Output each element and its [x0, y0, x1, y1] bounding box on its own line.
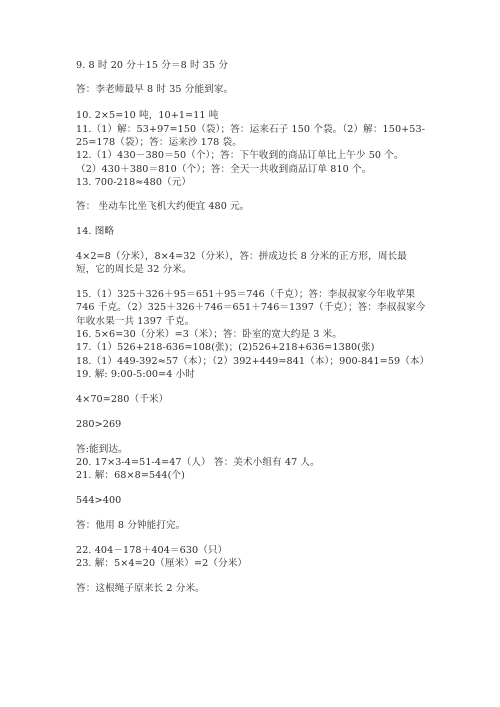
answer-12-part1: 12.（1）430－380＝50（个）；答：下午收到的商品订单比上午少 50 个。 [76, 150, 404, 161]
answer-15-part2: 746 千克。（2）325＋326＋746＝651＋746＝1397（千克）；答：李叔叔家今 [76, 302, 426, 313]
answer-10: 10. 2×5=10 吨，10+1=11 吨 [76, 110, 219, 121]
answer-20: 20. 17×3-4=51-4=47（人） 答：美术小组有 47 人。 [76, 457, 320, 468]
answer-11-cont: 25=178（袋）；答：运来沙 178 袋。 [76, 137, 242, 148]
answer-19-compare: 280>269 [76, 419, 122, 430]
answer-18: 18.（1）449-392≈57（本）；（2）392+449=841（本）；900-841=59（本） [76, 356, 430, 367]
answer-17: 17.（1）526+218-636=108(张)；(2)526+218+636=1380(张) [76, 342, 375, 353]
answer-19: 19. 解: 9:00-5:00=4 小时 [76, 369, 195, 380]
answer-23-reply: 答：这根绳子原来长 2 分米。 [76, 583, 205, 594]
answer-21: 21. 解：68×8=544(个) [76, 470, 185, 481]
answer-11: 11.（1）解：53+97=150（袋）；答：运来石子 150 个袋。（2）解：150+53- [76, 124, 426, 135]
answer-23: 23. 解：5×4=20（厘米）=2（分米） [76, 558, 248, 569]
answer-19-distance: 4×70=280（千米） [76, 394, 169, 405]
answer-15-part1: 15.（1）325＋326＋95＝651＋95＝746（千克）；答：李叔叔家今年收苹果 [76, 289, 416, 300]
answer-15-cont: 年收水果一共 1397 千克。 [76, 316, 195, 327]
answer-14: 14. 图略 [76, 226, 115, 237]
answer-12-part2: （2）430＋380＝810（个）；答：全天一共收到商品订单 810 个。 [76, 164, 372, 175]
answer-9-reply: 答：李老师最早 8 时 35 分能到家。 [76, 84, 234, 95]
answer-14-cont: 短，它的周长是 32 分米。 [76, 264, 192, 275]
answer-16: 16. 5×6=30（分米）=3（米）；答：卧室的宽大约是 3 米。 [76, 329, 343, 340]
answer-22: 22. 404－178＋404＝630（只） [76, 545, 228, 556]
answer-13-reply: 答： 坐动车比坐飞机大约便宜 480 元。 [76, 201, 250, 212]
answer-21-compare: 544>400 [76, 495, 122, 506]
answer-13: 13. 700-218≈480（元） [76, 177, 192, 188]
answer-21-reply: 答：他用 8 分钟能打完。 [76, 520, 186, 531]
answer-19-reply: 答:能到达。 [76, 444, 128, 455]
answer-9: 9. 8 时 20 分＋15 分＝8 时 35 分 [76, 60, 229, 71]
answer-14-calc: 4×2=8（分米），8×4=32（分米），答：拼成边长 8 分米的正方形，周长最 [76, 251, 407, 262]
